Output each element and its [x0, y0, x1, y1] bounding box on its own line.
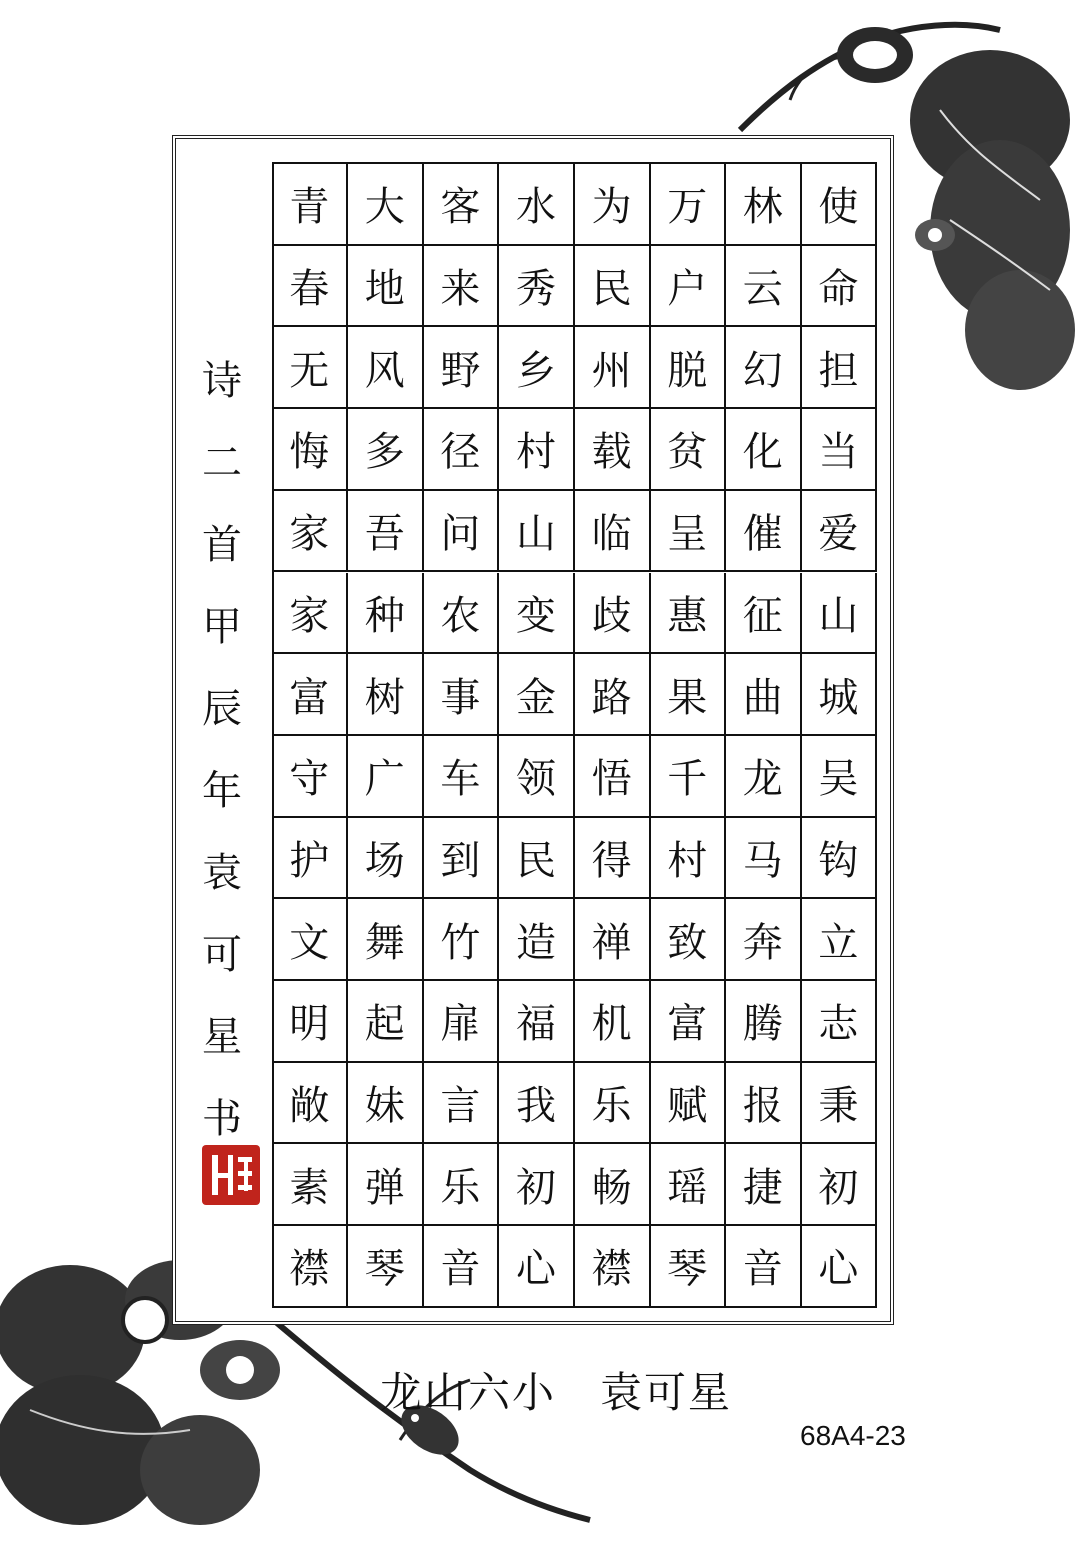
grid-character: 瑶 — [650, 1144, 726, 1226]
grid-character: 野 — [423, 327, 499, 409]
grid-character: 歧 — [575, 573, 651, 655]
grid-character: 领 — [499, 736, 575, 818]
grid-character: 福 — [499, 981, 575, 1063]
grid-character: 扉 — [423, 981, 499, 1063]
grid-character: 马 — [726, 818, 802, 900]
grid-character: 城 — [801, 654, 877, 736]
grid-character: 车 — [423, 736, 499, 818]
grid-column — [650, 164, 726, 1308]
grid-column — [348, 164, 424, 1308]
grid-character: 吾 — [348, 491, 424, 573]
grid-character: 径 — [423, 409, 499, 491]
grid-character: 家 — [272, 573, 348, 655]
grid-character: 心 — [801, 1226, 877, 1308]
grid-character: 弹 — [348, 1144, 424, 1226]
red-seal-stamp — [202, 1145, 260, 1205]
grid-character: 起 — [348, 981, 424, 1063]
grid-character: 路 — [575, 654, 651, 736]
grid-character: 守 — [272, 736, 348, 818]
grid-character: 云 — [726, 246, 802, 328]
grid-character: 妹 — [348, 1063, 424, 1145]
grid-character: 化 — [726, 409, 802, 491]
grid-character: 禅 — [575, 899, 651, 981]
grid-character: 征 — [726, 573, 802, 655]
grid-character: 腾 — [726, 981, 802, 1063]
grid-character: 初 — [499, 1144, 575, 1226]
grid-character: 水 — [499, 164, 575, 246]
grid-character: 襟 — [575, 1226, 651, 1308]
grid-character: 林 — [726, 164, 802, 246]
grid-character: 载 — [575, 409, 651, 491]
inscription-character: 袁 — [202, 850, 242, 896]
grid-character: 明 — [272, 981, 348, 1063]
grid-column — [801, 164, 877, 1308]
grid-character: 万 — [650, 164, 726, 246]
grid-character: 果 — [650, 654, 726, 736]
grid-character: 舞 — [348, 899, 424, 981]
grid-character: 畅 — [575, 1144, 651, 1226]
grid-character: 事 — [423, 654, 499, 736]
grid-character: 贫 — [650, 409, 726, 491]
grid-character: 村 — [499, 409, 575, 491]
grid-character: 机 — [575, 981, 651, 1063]
grid-column — [272, 164, 348, 1308]
grid-character: 春 — [272, 246, 348, 328]
grid-character: 使 — [801, 164, 877, 246]
grid-character: 秀 — [499, 246, 575, 328]
grid-character: 临 — [575, 491, 651, 573]
grid-character: 脱 — [650, 327, 726, 409]
inscription-character: 首 — [202, 522, 242, 568]
grid-character: 惠 — [650, 573, 726, 655]
grid-column — [499, 164, 575, 1308]
inscription-column — [196, 340, 248, 1160]
grid-character: 赋 — [650, 1063, 726, 1145]
grid-character: 村 — [650, 818, 726, 900]
grid-character: 州 — [575, 327, 651, 409]
paper-code: 68A4-23 — [800, 1420, 906, 1451]
inscription-character: 年 — [202, 768, 242, 814]
grid-character: 民 — [499, 818, 575, 900]
grid-character: 催 — [726, 491, 802, 573]
grid-character: 乐 — [575, 1063, 651, 1145]
grid-column — [423, 164, 499, 1308]
grid-character: 命 — [801, 246, 877, 328]
grid-character: 护 — [272, 818, 348, 900]
grid-character: 音 — [726, 1226, 802, 1308]
grid-character: 富 — [650, 981, 726, 1063]
grid-character: 立 — [801, 899, 877, 981]
grid-character: 钩 — [801, 818, 877, 900]
grid-character: 初 — [801, 1144, 877, 1226]
grid-character: 风 — [348, 327, 424, 409]
grid-character: 问 — [423, 491, 499, 573]
inscription-character: 诗 — [202, 358, 242, 404]
grid-character: 地 — [348, 246, 424, 328]
grid-character: 农 — [423, 573, 499, 655]
grid-character: 民 — [575, 246, 651, 328]
grid-character: 襟 — [272, 1226, 348, 1308]
grid-character: 竹 — [423, 899, 499, 981]
grid-character: 变 — [499, 573, 575, 655]
grid-character: 悟 — [575, 736, 651, 818]
grid-character: 吴 — [801, 736, 877, 818]
grid-character: 金 — [499, 654, 575, 736]
inscription-character: 辰 — [202, 686, 242, 732]
grid-character: 种 — [348, 573, 424, 655]
grid-character: 家 — [272, 491, 348, 573]
grid-character: 户 — [650, 246, 726, 328]
grid-character: 青 — [272, 164, 348, 246]
grid-character: 言 — [423, 1063, 499, 1145]
grid-character: 当 — [801, 409, 877, 491]
inscription-character: 二 — [202, 440, 242, 486]
grid-character: 秉 — [801, 1063, 877, 1145]
grid-character: 客 — [423, 164, 499, 246]
grid-character: 担 — [801, 327, 877, 409]
grid-character: 心 — [499, 1226, 575, 1308]
grid-character: 琴 — [650, 1226, 726, 1308]
grid-character: 造 — [499, 899, 575, 981]
grid-character: 呈 — [650, 491, 726, 573]
grid-character: 大 — [348, 164, 424, 246]
grid-character: 山 — [801, 573, 877, 655]
grid-character: 来 — [423, 246, 499, 328]
grid-character: 场 — [348, 818, 424, 900]
grid-character: 得 — [575, 818, 651, 900]
grid-column — [726, 164, 802, 1308]
grid-character: 千 — [650, 736, 726, 818]
inscription-character: 星 — [202, 1014, 242, 1060]
grid-character: 爱 — [801, 491, 877, 573]
grid-character: 富 — [272, 654, 348, 736]
calligraphy-grid — [272, 162, 877, 1306]
grid-character: 敞 — [272, 1063, 348, 1145]
grid-column — [575, 164, 651, 1308]
grid-character: 音 — [423, 1226, 499, 1308]
grid-character: 捷 — [726, 1144, 802, 1226]
inscription-character: 可 — [202, 932, 242, 978]
grid-character: 我 — [499, 1063, 575, 1145]
inscription-character: 甲 — [202, 604, 242, 650]
school-and-author: 龙山六小 袁可星 — [380, 1368, 733, 1417]
grid-character: 琴 — [348, 1226, 424, 1308]
grid-character: 曲 — [726, 654, 802, 736]
grid-character: 志 — [801, 981, 877, 1063]
inscription-character: 书 — [202, 1096, 242, 1142]
grid-character: 素 — [272, 1144, 348, 1226]
grid-character: 多 — [348, 409, 424, 491]
grid-character: 幻 — [726, 327, 802, 409]
grid-character: 山 — [499, 491, 575, 573]
grid-character: 龙 — [726, 736, 802, 818]
grid-character: 奔 — [726, 899, 802, 981]
grid-character: 广 — [348, 736, 424, 818]
grid-character: 乡 — [499, 327, 575, 409]
grid-character: 悔 — [272, 409, 348, 491]
grid-character: 无 — [272, 327, 348, 409]
grid-character: 到 — [423, 818, 499, 900]
grid-character: 为 — [575, 164, 651, 246]
grid-character: 致 — [650, 899, 726, 981]
grid-character: 乐 — [423, 1144, 499, 1226]
grid-character: 报 — [726, 1063, 802, 1145]
grid-character: 文 — [272, 899, 348, 981]
grid-character: 树 — [348, 654, 424, 736]
